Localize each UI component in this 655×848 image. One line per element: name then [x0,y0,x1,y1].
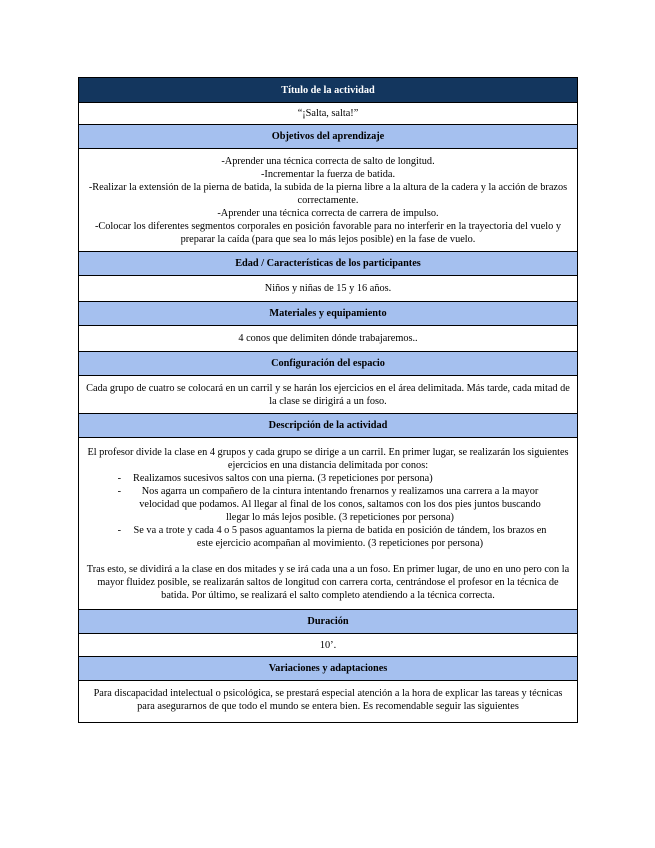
bullet-marker: - [117,486,121,497]
section-header-variations: Variaciones y adaptaciones [79,657,578,681]
description-bullet [85,524,571,550]
materials-text: 4 conos que delimiten dónde trabajaremos.. [79,326,578,352]
section-header-space: Configuración del espacio [79,352,578,376]
variations-cell [79,681,578,723]
objective-item: -Aprender una técnica correcta de salto de longitud. [221,156,435,167]
description-cell [79,438,578,610]
description-bullet [85,485,571,524]
activity-title: “¡Salta, salta!” [79,103,578,125]
objective-item: -Colocar los diferentes segmentos corporales en posición favorable para no interferir en la trayectoria del vuelo y preparar la caída (para que sea lo más lejos posible) en la fase de vuelo. [94,221,562,245]
participants-text: Niños y niñas de 15 y 16 años. [79,276,578,302]
paragraph-gap [85,550,571,563]
bullet-text: Realizamos sucesivos saltos con una pierna. (3 repeticiones por persona) [133,473,433,484]
objectives-cell [79,149,578,252]
section-header-participants: Edad / Características de los participantes [79,252,578,276]
objective-item: -Realizar la extensión de la pierna de batida, la subida de la pierna libre a la altura de la cadera y la acción de brazos correctamente. [88,182,568,206]
section-header-objectives: Objetivos del aprendizaje [79,125,578,149]
bullet-text: Nos agarra un compañero de la cintura intentando frenarnos y realizamos una carrera a la mayor velocidad que podamos. Al llegar al final de los conos, saltamos con los dos pies juntos buscando llegar lo más lejos posible. (3 repeticiones por persona) [139,486,541,523]
objective-item: -Aprender una técnica correcta de carrera de impulso. [217,208,439,219]
description-outro: Tras esto, se dividirá a la clase en dos mitades y se irá cada una a un foso. En primer lugar, de uno en uno pero con la mayor fluidez posible, se realizarán saltos de longitud con carrera corta, centrándose el profesor en la técnica de batida. Por último, se realizará el salto completo atendiendo a la técnica correcta. [86,564,570,601]
section-header-materials: Materiales y equipamiento [79,302,578,326]
section-header-title: Título de la actividad [79,78,578,103]
description-intro: El profesor divide la clase en 4 grupos y cada grupo se dirige a un carril. En primer lugar, se realizarán los siguientes ejercicios en una distancia delimitada por conos: [87,447,569,471]
objective-item: -Incrementar la fuerza de batida. [260,169,396,180]
activity-table [78,77,578,723]
space-text: Cada grupo de cuatro se colocará en un carril y se harán los ejercicios en el área delimitada. Más tarde, cada mitad de la clase se dirigirá a un foso. [79,376,578,414]
bullet-text: Se va a trote y cada 4 o 5 pasos aguantamos la pierna de batida en posición de tándem, los brazos en este ejercicio acompañan al movimiento. (3 repeticiones por persona) [133,525,547,549]
description-bullet [85,472,571,485]
variations-text: Para discapacidad intelectual o psicológica, se prestará especial atención a la hora de explicar las tareas y técnicas para asegurarnos de que todo el mundo se entera bien. Es recomendable seguir las siguientes [93,688,563,712]
section-header-description: Descripción de la actividad [79,414,578,438]
bullet-marker: - [117,525,121,536]
duration-text: 10’. [79,634,578,657]
activity-sheet [78,77,578,723]
bullet-marker: - [117,473,121,484]
section-header-duration: Duración [79,610,578,634]
